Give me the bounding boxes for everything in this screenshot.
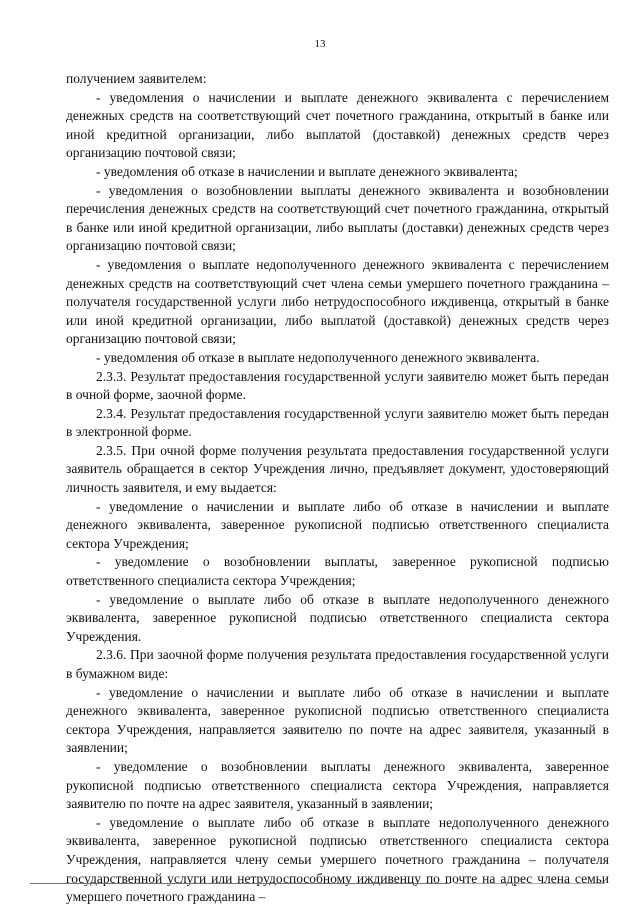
page-number: 13 bbox=[314, 38, 326, 50]
paragraph: 2.3.3. Результат предоставления государственной услуги заявителю может быть передан в очной форме, заочной форме. bbox=[66, 368, 609, 403]
paragraph: - уведомления о возобновлении выплаты денежного эквивалента и возобновлении перечисления денежных средств на соответствующий счет почетного гражданина, открытый в банке или иной кредитной организации, либо выплаты (доставки) денежных средств через организацию почтовой связи; bbox=[66, 182, 609, 254]
paragraph: - уведомления об отказе в начислении и выплате денежного эквивалента; bbox=[96, 163, 518, 179]
paragraph: получением заявителем: bbox=[66, 71, 207, 86]
paragraph: 2.3.6. При заочной форме получения результата предоставления государственной услуги в бумажном виде: bbox=[66, 647, 609, 681]
paragraph: 2.3.5. При очной форме получения результата предоставления государственной услуги заявитель обращается в сектор Учреждения лично, предъявляет документ, удостоверяющий личность заявителя, и ему выдается: bbox=[66, 442, 609, 496]
paragraph: - уведомления о начислении и выплате денежного эквивалента с перечислением денежных средств на соответствующий счет почетного гражданина, открытый в банке или иной кредитной организации, либо выплатой (доставкой) денежных средств через организацию почтовой связи; bbox=[66, 89, 609, 161]
paragraph: - уведомления об отказе в выплате недополученного денежного эквивалента. bbox=[96, 349, 540, 365]
paragraph: 2.3.4. Результат предоставления государственной услуги заявителю может быть передан в электронной форме. bbox=[66, 405, 609, 440]
footer-divider bbox=[455, 883, 605, 884]
paragraph: - уведомление о возобновлении выплаты денежного эквивалента, заверенное рукописной подписью ответственного специалиста сектора Учреждения, направляется заявителю по почте на адрес заявителя, указанный в заявлении; bbox=[66, 758, 609, 812]
paragraph: - уведомление о выплате либо об отказе в выплате недополученного денежного эквивалента, заверенное рукописной подписью ответственного специалиста сектора Учреждения, направляется члену семьи умершего почетного гражданина – получателя государственной услуги или нетрудоспособному иждивенцу по почте на адрес члена семьи умершего почетного гражданина – bbox=[66, 814, 609, 905]
paragraph: - уведомление о начислении и выплате либо об отказе в начислении и выплате денежного эквивалента, заверенное рукописной подписью ответственного специалиста сектора Учреждения; bbox=[66, 498, 609, 551]
paragraph: - уведомление о возобновлении выплаты, заверенное рукописной подписью ответственного специалиста сектора Учреждения; bbox=[66, 554, 609, 589]
paragraph: - уведомление о начислении и выплате либо об отказе в начислении и выплате денежного эквивалента, заверенное рукописной подписью ответственного специалиста сектора Учреждения, направляется заявителю по почте на адрес заявителя, указанный в заявлении; bbox=[66, 684, 609, 756]
body-text bbox=[66, 70, 609, 907]
paragraph: - уведомления о выплате недополученного денежного эквивалента с перечислением денежных средств на соответствующий счет члена семьи умершего почетного гражданина – получателя государственной услуги либо нетрудоспособного иждивенца, открытый в банке или иной кредитной организации, либо выплатой (доставкой) денежных средств через организацию почтовой связи; bbox=[66, 256, 609, 347]
footer-divider bbox=[30, 883, 450, 884]
paragraph: - уведомление о выплате либо об отказе в выплате недополученного денежного эквивалента, заверенное рукописной подписью ответственного специалиста сектора Учреждения. bbox=[66, 591, 609, 644]
